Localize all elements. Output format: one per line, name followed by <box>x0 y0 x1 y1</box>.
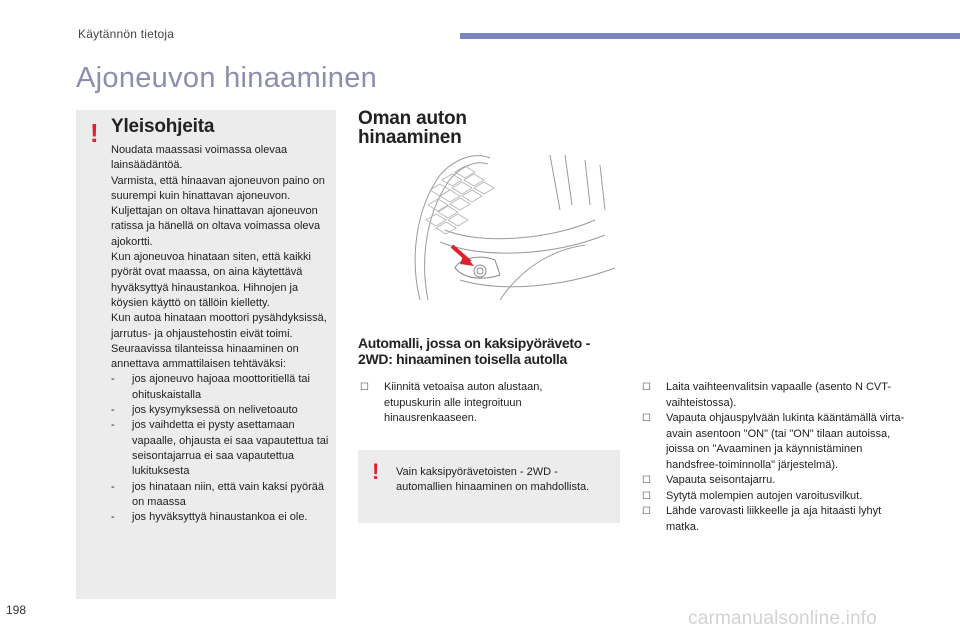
step-text: Sytytä molempien autojen varoitusvilkut. <box>666 489 863 502</box>
two-wheel-drive-note-box <box>358 450 620 523</box>
checkbox-bullet-icon: ☐ <box>642 413 651 424</box>
instruction-paragraph: Seuraavissa tilanteissa hinaaminen on annettava ammattilaisen tehtäväksi: <box>111 342 299 371</box>
list-item <box>642 473 912 489</box>
instruction-paragraph: Noudata maassasi voimassa olevaa lainsäädäntöä. <box>111 144 288 172</box>
checkbox-bullet-icon: ☐ <box>360 382 369 393</box>
step-text: Kiinnitä vetoaisa auton alustaan, etupuskurin alle integroituun hinausrenkaaseen. <box>384 381 543 424</box>
step-text: Vapauta seisontajarru. <box>666 474 776 486</box>
list-item <box>111 510 333 525</box>
list-item <box>111 418 333 479</box>
general-instructions-body <box>111 143 333 525</box>
own-vehicle-towing-title: Oman auton hinaaminen <box>358 108 467 148</box>
checkbox-bullet-icon: ☐ <box>642 506 651 517</box>
list-item <box>360 380 600 427</box>
list-item-text: jos ajoneuvo hajoaa moottoritiellä tai ohituskaistalla <box>132 373 310 401</box>
list-item <box>642 504 912 535</box>
warning-icon: ! <box>90 118 99 148</box>
general-instructions-title: Yleisohjeita <box>111 116 215 137</box>
list-item <box>111 372 333 403</box>
list-item <box>111 480 333 511</box>
dash-bullet-icon: - <box>111 419 115 432</box>
professional-towing-list <box>111 372 333 525</box>
instruction-paragraph: Kun ajoneuvoa hinataan siten, että kaikki pyörät ovat maassa, on aina käytettävä hyväksyttyä hinaustankoa. Hihnojen ja köysien käyttö on tällöin kielletty. <box>111 251 311 309</box>
list-item-text: jos kysymyksessä on nelivetoauto <box>132 404 298 417</box>
front-bumper-towing-eye-illustration <box>400 150 620 300</box>
general-instructions-box <box>76 110 336 599</box>
list-item <box>111 403 333 418</box>
checkbox-bullet-icon: ☐ <box>642 490 651 502</box>
right-steps-list <box>642 380 912 535</box>
note-text: Vain kaksipyörävetoisten - 2WD - automallien hinaaminen on mahdollista. <box>396 466 590 494</box>
left-steps-list <box>360 380 600 427</box>
dash-bullet-icon: - <box>111 373 115 386</box>
step-text: Laita vaihteenvalitsin vapaalle (asento N CVT-vaihteistossa). <box>666 381 892 409</box>
checkbox-bullet-icon: ☐ <box>642 382 651 393</box>
automatic-towing-title: Automalli, jossa on kaksipyöräveto - 2WD: hinaaminen toisella autolla <box>358 335 590 367</box>
step-text: Vapauta ohjauspylvään lukinta kääntämällä virta-avain asentoon "ON" (tai "ON" tilaan autoissa, joissa on "Avaaminen ja käynnistäminen handsfree-toiminnolla" järjestelmä). <box>666 412 905 471</box>
list-item-text: jos vaihdetta ei pysty asettamaan vapaalle, ohjausta ei saa vapautettua tai seisontajarrua ei saa vapautettua lukituksesta <box>132 419 329 478</box>
warning-icon: ! <box>372 459 380 484</box>
page-number: 198 <box>6 603 27 617</box>
instruction-paragraph: Kun autoa hinataan moottori pysähdyksissä, jarrutus- ja ohjaustehostin eivät toimi. <box>111 312 327 340</box>
instruction-paragraph: Varmista, että hinaavan ajoneuvon paino on suurempi kuin hinattavan ajoneuvon. <box>111 174 325 202</box>
watermark: carmanualsonline.info <box>688 608 878 629</box>
instruction-paragraph: Kuljettajan on oltava hinattavan ajoneuvon ratissa ja hänellä on oltava voimassa oleva ajokortti. <box>111 205 321 248</box>
dash-bullet-icon: - <box>111 511 115 524</box>
list-item <box>642 489 912 505</box>
header-accent-bar <box>460 33 960 39</box>
list-item-text: jos hinataan niin, että vain kaksi pyörää on maassa <box>132 480 325 508</box>
dash-bullet-icon: - <box>111 480 115 493</box>
list-item <box>642 411 912 473</box>
dash-bullet-icon: - <box>111 404 115 417</box>
checkbox-bullet-icon: ☐ <box>642 475 651 486</box>
section-header: Käytännön tietoja <box>78 27 175 41</box>
list-item <box>642 380 912 411</box>
list-item-text: jos hyväksyttyä hinaustankoa ei ole. <box>132 511 308 524</box>
page-title: Ajoneuvon hinaaminen <box>76 62 378 94</box>
step-text: Lähde varovasti liikkeelle ja aja hitaasti lyhyt matka. <box>666 505 882 533</box>
